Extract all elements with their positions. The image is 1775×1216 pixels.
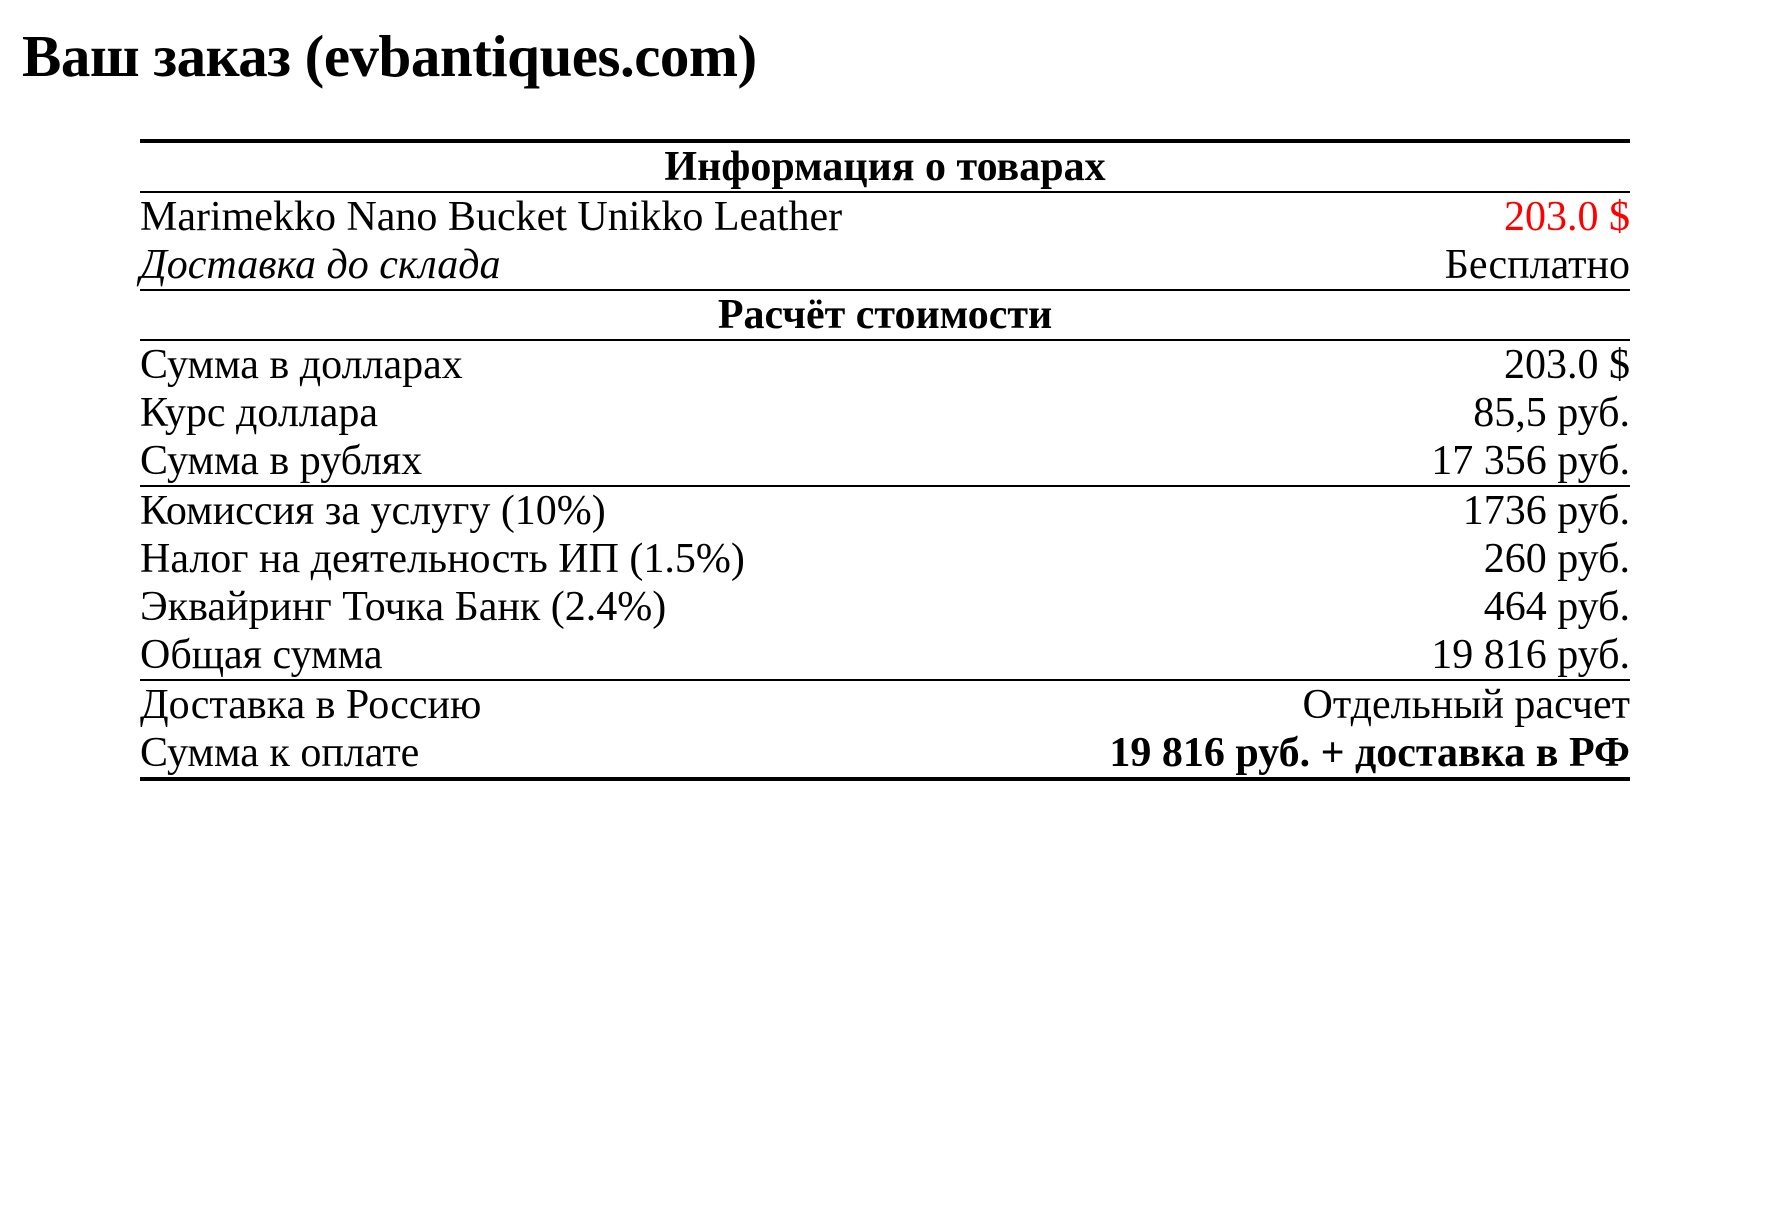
table-row xyxy=(140,680,1630,729)
table-row xyxy=(140,729,1630,779)
table-row xyxy=(140,437,1630,486)
usd-rate-value: 85,5 руб. xyxy=(1473,389,1630,436)
table-row xyxy=(140,583,1630,631)
acquiring-label: Эквайринг Точка Банк (2.4%) xyxy=(140,583,667,630)
russia-shipping-value: Отдельный расчет xyxy=(996,680,1630,729)
warehouse-shipping-label: Доставка до склада xyxy=(140,241,501,288)
usd-rate-label: Курс доллара xyxy=(140,389,379,436)
products-section-header: Информация о товарах xyxy=(140,141,1630,192)
table-row xyxy=(140,631,1630,680)
calculation-section-header: Расчёт стоимости xyxy=(140,290,1630,340)
table-row xyxy=(140,192,1630,241)
calculation-section-header-row xyxy=(140,290,1630,340)
amount-due-value: 19 816 руб. + доставка в РФ xyxy=(996,729,1630,779)
amount-due-label: Сумма к оплате xyxy=(140,729,996,779)
total-sum-value: 19 816 руб. xyxy=(1431,631,1630,678)
total-sum-label: Общая сумма xyxy=(140,631,383,678)
table-row xyxy=(140,340,1630,389)
order-summary-table xyxy=(140,139,1630,781)
service-fee-label: Комиссия за услугу (10%) xyxy=(140,486,996,535)
page-title: Ваш заказ (evbantiques.com) xyxy=(22,23,757,89)
sum-usd-label: Сумма в долларах xyxy=(140,340,996,389)
order-table xyxy=(140,139,1630,781)
service-fee-value: 1736 руб. xyxy=(996,486,1630,535)
warehouse-shipping-value: Бесплатно xyxy=(1444,241,1630,288)
table-row xyxy=(140,486,1630,535)
product-price-value: 203.0 $ xyxy=(996,192,1630,241)
table-row xyxy=(140,535,1630,583)
ip-tax-value: 260 руб. xyxy=(1483,535,1630,582)
product-name-label: Marimekko Nano Bucket Unikko Leather xyxy=(140,192,996,241)
table-row xyxy=(140,241,1630,290)
sum-rub-label: Сумма в рублях xyxy=(140,437,423,484)
table-row xyxy=(140,389,1630,437)
ip-tax-label: Налог на деятельность ИП (1.5%) xyxy=(140,535,745,582)
acquiring-value: 464 руб. xyxy=(1483,583,1630,630)
russia-shipping-label: Доставка в Россию xyxy=(140,680,996,729)
order-document xyxy=(0,24,1775,1216)
sum-rub-value: 17 356 руб. xyxy=(1431,437,1630,484)
sum-usd-value: 203.0 $ xyxy=(996,340,1630,389)
products-section-header-row xyxy=(140,141,1630,192)
